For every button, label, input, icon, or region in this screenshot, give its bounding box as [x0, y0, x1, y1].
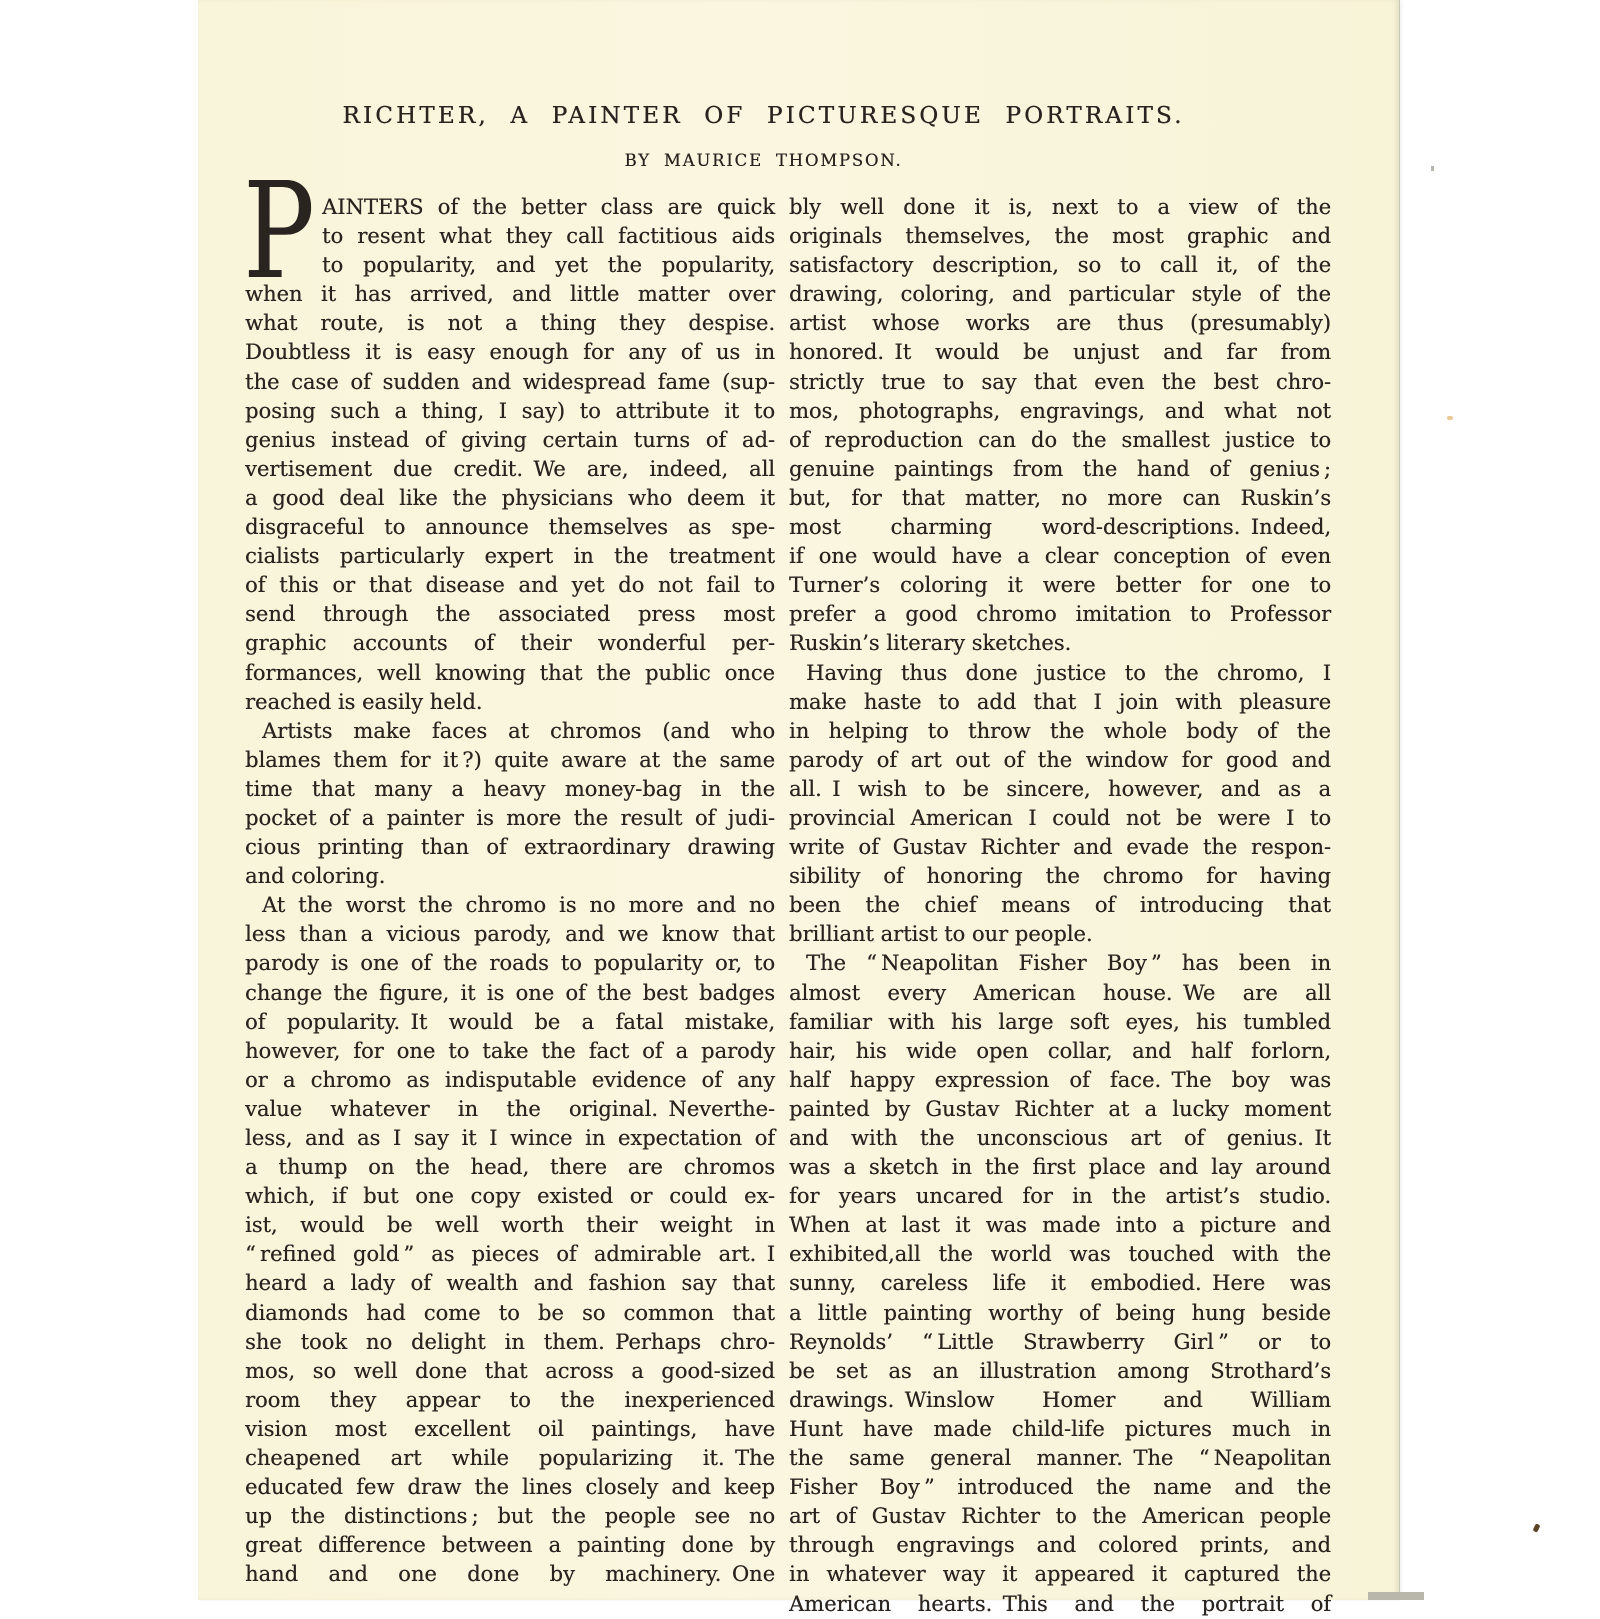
text-line: make haste to add that I join with pleasure — [789, 689, 1331, 714]
scan-speck — [1533, 1523, 1541, 1532]
text-line: Doubtless it is easy enough for any of us in — [245, 340, 775, 365]
text-line: what route, is not a thing they despise. — [245, 311, 775, 336]
text-line: which, if but one copy existed or could ex- — [245, 1184, 775, 1209]
text-line: less, and as I say it I wince in expectation of — [245, 1126, 775, 1150]
text-line: graphic accounts of their wonderful per- — [245, 631, 775, 656]
text-line: strictly true to say that even the best chro- — [789, 369, 1331, 394]
text-line: up the distinctions ; but the people see no — [245, 1504, 775, 1529]
text-line: pocket of a painter is more the result of judi- — [245, 805, 775, 830]
text-line: and coloring. — [245, 864, 386, 889]
text-line: originals themselves, the most graphic and — [789, 224, 1331, 249]
text-line: if one would have a clear conception of even — [789, 544, 1331, 569]
text-line: prefer a good chromo imitation to Professor — [789, 602, 1331, 627]
text-line: Fisher Boy ” introduced the name and the — [789, 1475, 1331, 1500]
text-line: familiar with his large soft eyes, his tumbled — [789, 1009, 1331, 1034]
text-line: however, for one to take the fact of a parody — [245, 1038, 775, 1063]
page-scan — [198, 0, 1400, 1616]
scan-speck — [1431, 166, 1434, 171]
scan-artifact — [1368, 1592, 1424, 1600]
text-line: vision most excellent oil paintings, have — [245, 1416, 775, 1441]
text-line: a little painting worthy of being hung beside — [789, 1300, 1331, 1325]
text-line: art of Gustav Richter to the American people — [789, 1504, 1331, 1529]
text-line: in whatever way it appeared it captured the — [789, 1562, 1331, 1587]
text-line: of this or that disease and yet do not fail to — [245, 573, 775, 598]
text-line: Reynolds’ “ Little Strawberry Girl ” or to — [789, 1329, 1331, 1354]
text-line: bly well done it is, next to a view of the — [789, 195, 1331, 219]
text-line: less than a vicious parody, and we know that — [245, 922, 775, 947]
text-line: genuine paintings from the hand of genius ; — [789, 456, 1331, 481]
text-line: Having thus done justice to the chromo, I — [806, 660, 1331, 685]
text-line: half happy expression of face. The boy was — [789, 1067, 1331, 1092]
text-line: posing such a thing, I say) to attribute it to — [245, 398, 775, 423]
text-line: reached is easily held. — [245, 689, 483, 714]
text-line: almost every American house. We are all — [789, 980, 1331, 1005]
text-line: the same general manner. The “ Neapolitan — [789, 1446, 1331, 1471]
text-line: hair, his wide open collar, and half forlorn, — [789, 1038, 1331, 1063]
page-title: RICHTER, A PAINTER OF PICTURESQUE PORTRAITS. — [342, 103, 1185, 129]
text-line: to popularity, and yet the popularity, — [322, 253, 775, 278]
text-line: Turner’s coloring it were better for one to — [789, 573, 1331, 598]
text-line: Ruskin’s literary sketches. — [789, 631, 1072, 656]
text-line: to resent what they call factitious aids — [322, 224, 775, 249]
text-line: a thump on the head, there are chromos — [245, 1155, 775, 1180]
text-line: or a chromo as indisputable evidence of any — [245, 1067, 775, 1092]
text-line: of popularity. It would be a fatal mistake, — [245, 1009, 775, 1034]
text-line: artist whose works are thus (presumably) — [789, 311, 1331, 336]
text-line: provincial American I could not be were I to — [789, 805, 1331, 830]
text-line: send through the associated press most — [245, 602, 775, 627]
text-line: room they appear to the inexperienced — [245, 1387, 775, 1412]
text-line: heard a lady of wealth and fashion say that — [245, 1271, 775, 1296]
text-line: At the worst the chromo is no more and no — [262, 893, 775, 918]
text-line: but, for that matter, no more can Ruskin’s — [789, 485, 1331, 510]
text-line: brilliant artist to our people. — [789, 922, 1093, 947]
text-line: hand and one done by machinery. One — [245, 1562, 775, 1587]
text-line: genius instead of giving certain turns of ad- — [245, 427, 775, 452]
text-line: write of Gustav Richter and evade the respon- — [789, 835, 1331, 860]
text-line: blames them for it ?) quite aware at the same — [245, 747, 775, 772]
text-line: was a sketch in the first place and lay around — [789, 1155, 1331, 1180]
text-line: parody of art out of the window for good and — [789, 747, 1331, 772]
text-line: diamonds had come to be so common that — [245, 1300, 775, 1325]
text-line: cialists particularly expert in the treatment — [245, 544, 775, 569]
text-line: change the figure, it is one of the best badges — [245, 980, 775, 1005]
text-line: exhibited,all the world was touched with the — [789, 1242, 1331, 1267]
text-line: cheapened art while popularizing it. The — [245, 1446, 775, 1471]
text-line: “ refined gold ” as pieces of admirable art. I — [245, 1242, 775, 1267]
text-line: through engravings and colored prints, and — [789, 1533, 1331, 1558]
text-line: honored. It would be unjust and far from — [789, 340, 1331, 365]
text-line: parody is one of the roads to popularity or, to — [245, 951, 775, 976]
text-line: she took no delight in them. Perhaps chro- — [245, 1329, 775, 1354]
text-line: time that many a heavy money-bag in the — [245, 776, 775, 801]
text-line: AINTERS of the better class are quick — [322, 195, 775, 219]
text-line: educated few draw the lines closely and keep — [245, 1475, 775, 1500]
text-line: disgraceful to announce themselves as spe- — [245, 515, 775, 540]
text-line: most charming word-descriptions. Indeed, — [789, 515, 1331, 540]
text-line: sunny, careless life it embodied. Here was — [789, 1271, 1331, 1296]
text-line: painted by Gustav Richter at a lucky moment — [789, 1096, 1331, 1121]
text-line: been the chief means of introducing that — [789, 893, 1331, 918]
text-line: of reproduction can do the smallest justice to — [789, 427, 1331, 452]
text-line: be set as an illustration among Strothard’s — [789, 1358, 1331, 1383]
text-line: great difference between a painting done by — [245, 1533, 775, 1558]
text-line: all. I wish to be sincere, however, and as a — [789, 776, 1331, 801]
text-line: Hunt have made child-life pictures much in — [789, 1416, 1331, 1441]
text-line: for years uncared for in the artist’s studio. — [789, 1184, 1331, 1209]
text-line: cious printing than of extraordinary drawing — [245, 835, 775, 860]
byline: BY MAURICE THOMPSON. — [624, 151, 903, 170]
text-line: when it has arrived, and little matter over — [245, 282, 775, 307]
text-line: vertisement due credit. We are, indeed, all — [245, 456, 775, 481]
text-line: drawing, coloring, and particular style of the — [789, 282, 1331, 307]
text-line: ist, would be well worth their weight in — [245, 1213, 775, 1238]
text-line: in helping to throw the whole body of the — [789, 718, 1331, 743]
text-line: mos, so well done that across a good-sized — [245, 1358, 775, 1383]
text-line: formances, well knowing that the public once — [245, 660, 775, 685]
column-left — [243, 155, 775, 1590]
text-line: drawings. Winslow Homer and William — [789, 1387, 1331, 1412]
scan-speck — [1447, 416, 1453, 420]
text-line: and with the unconscious art of genius. It — [789, 1126, 1331, 1150]
text-line: the case of sudden and widespread fame (sup- — [245, 369, 775, 394]
text-line: When at last it was made into a picture and — [789, 1213, 1331, 1238]
text-line: a good deal like the physicians who deem it — [245, 485, 775, 510]
text-line: value whatever in the original. Neverthe- — [245, 1096, 775, 1121]
text-line: mos, photographs, engravings, and what not — [789, 398, 1331, 423]
text-line: The “ Neapolitan Fisher Boy ” has been in — [806, 951, 1331, 976]
text-line: Artists make faces at chromos (and who — [262, 718, 775, 743]
text-line: American hearts. This and the portrait of — [789, 1591, 1331, 1616]
column-right — [789, 193, 1331, 1619]
text-line: sibility of honoring the chromo for having — [789, 864, 1331, 889]
text-line: satisfactory description, so to call it, of the — [789, 253, 1331, 278]
drop-cap: P — [243, 155, 315, 309]
